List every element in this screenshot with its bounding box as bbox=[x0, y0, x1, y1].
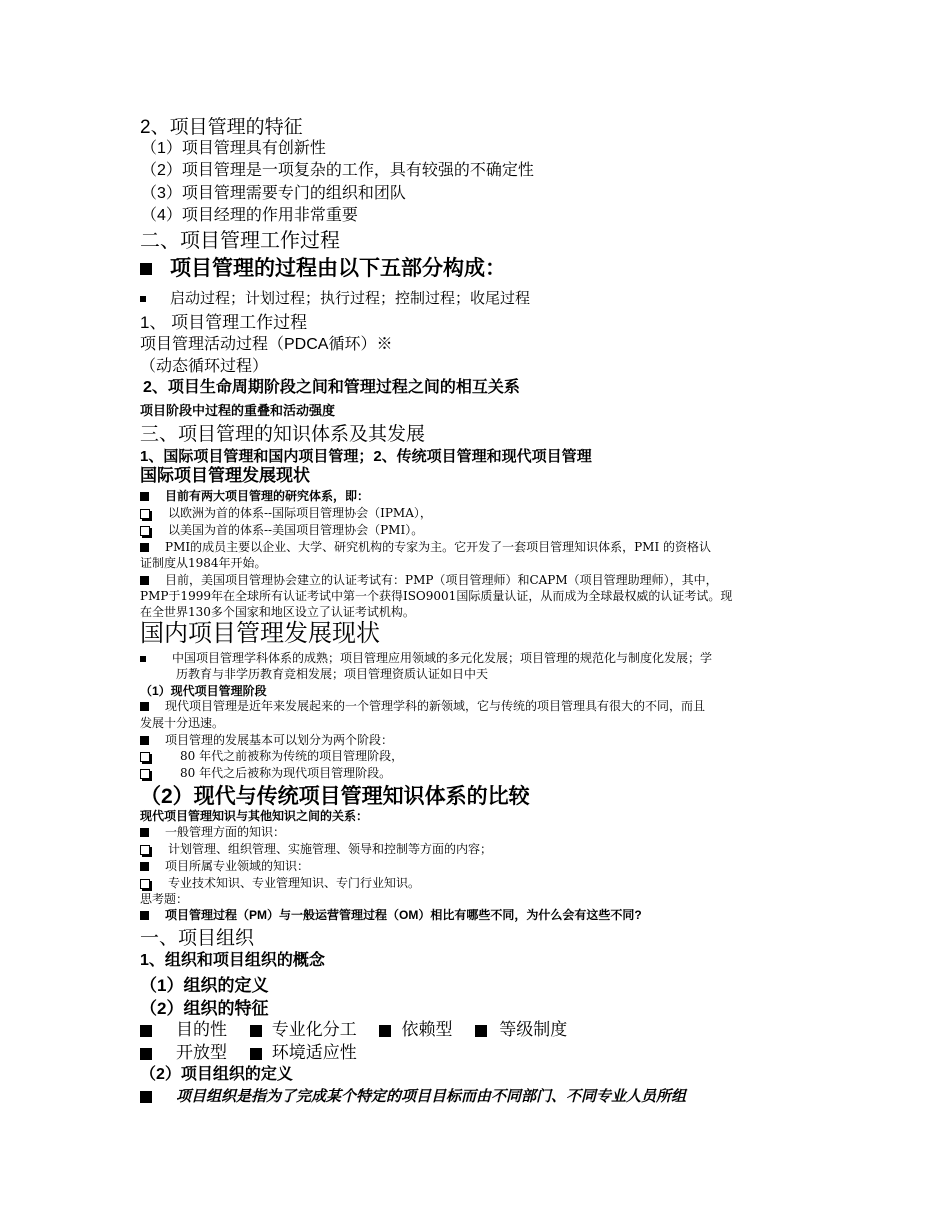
comparison-title: （2）现代与传统项目管理知识体系的比较 bbox=[140, 785, 530, 808]
square-bullet-icon bbox=[140, 736, 149, 745]
process-lead bbox=[140, 258, 506, 279]
org-definition-title: （1）组织的定义 bbox=[140, 976, 269, 995]
intl-paragraph-2-cont: PMP于1999年在全球所有认证考试中第一个获得ISO9001国际质量认证，从而成为全球最权威的认证考试。现 bbox=[140, 589, 733, 603]
think-label: 思考题： bbox=[140, 892, 189, 906]
square-bullet-icon bbox=[475, 1025, 487, 1037]
intl-lead bbox=[140, 490, 369, 502]
org-concept-title: 1、组织和项目组织的概念 bbox=[140, 952, 325, 969]
comparison-group bbox=[140, 860, 309, 872]
square-bullet-icon bbox=[140, 828, 149, 837]
intl-paragraph-2-cont: 在全世界130多个国家和地区设立了认证考试机构。 bbox=[140, 605, 415, 619]
comparison-detail bbox=[140, 877, 420, 889]
checkbox-bullet-icon bbox=[140, 879, 150, 889]
think-question bbox=[140, 909, 642, 921]
process-lead-text: 项目管理的过程由以下五部分构成： bbox=[170, 257, 506, 280]
comparison-detail-text: 专业技术知识、专业管理知识、专门行业知识。 bbox=[168, 876, 421, 890]
square-bullet-icon bbox=[140, 296, 146, 302]
process-1-title: 1、 项目管理工作过程 bbox=[140, 313, 308, 332]
process-list bbox=[140, 291, 530, 306]
square-bullet-icon bbox=[140, 543, 149, 552]
stage-item-text: 80 年代之后被称为现代项目管理阶段。 bbox=[180, 766, 392, 780]
modern-stage-title: （1）现代项目管理阶段 bbox=[140, 684, 267, 698]
section-title-features: 2、项目管理的特征 bbox=[140, 117, 303, 138]
stage-item-text: 80 年代之前被称为传统的项目管理阶段， bbox=[180, 749, 404, 763]
intl-paragraph-2 bbox=[140, 574, 718, 586]
intl-bullet bbox=[140, 507, 432, 519]
domestic-title: 国内项目管理发展现状 bbox=[140, 620, 380, 647]
modern-stage-paragraph bbox=[140, 700, 705, 712]
comparison-detail bbox=[140, 843, 492, 855]
modern-stage-text: 现代项目管理是近年来发展起来的一个管理学科的新领域，它与传统的项目管理具有很大的不同，而且 bbox=[165, 699, 706, 713]
square-bullet-icon bbox=[140, 492, 149, 501]
dynamic-note: （动态循环过程） bbox=[140, 358, 269, 375]
feature-label: 等级制度 bbox=[499, 1020, 568, 1039]
domestic-paragraph-text: 中国项目管理学科体系的成熟；项目管理应用领域的多元化发展；项目管理的规范化与制度化发展；学 bbox=[172, 651, 713, 665]
process-2-title: 2、项目生命周期阶段之间和管理过程之间的相互关系 bbox=[143, 379, 520, 396]
square-bullet-icon bbox=[140, 263, 152, 275]
heading-org: 一、项目组织 bbox=[140, 928, 255, 949]
square-bullet-icon bbox=[140, 1091, 152, 1103]
square-bullet-icon bbox=[250, 1025, 262, 1037]
knowledge-subtitle: 1、国际项目管理和国内项目管理；2、传统项目管理和现代项目管理 bbox=[140, 448, 592, 465]
comparison-group-text: 一般管理方面的知识： bbox=[165, 825, 286, 839]
heading-knowledge: 三、项目管理的知识体系及其发展 bbox=[140, 424, 426, 445]
comparison-group-text: 项目所属专业领域的知识： bbox=[165, 859, 310, 873]
intl-paragraph-text: 目前，美国项目管理协会建立的认证考试有：PMP（项目管理师）和CAPM（项目管理助理师），其中， bbox=[165, 573, 718, 587]
checkbox-bullet-icon bbox=[140, 769, 150, 779]
intl-paragraph-1 bbox=[140, 541, 711, 553]
org-features-row bbox=[140, 1021, 567, 1038]
project-org-def-title: （2）项目组织的定义 bbox=[140, 1066, 293, 1083]
org-features-row bbox=[140, 1044, 357, 1061]
checkbox-bullet-icon bbox=[140, 526, 150, 536]
square-bullet-icon bbox=[140, 702, 149, 711]
checkbox-bullet-icon bbox=[140, 509, 150, 519]
square-bullet-icon bbox=[140, 576, 149, 585]
comparison-detail-text: 计划管理、组织管理、实施管理、领导和控制等方面的内容； bbox=[168, 842, 493, 856]
intl-bullet-text: 以欧洲为首的体系--国际项目管理协会（IPMA）， bbox=[168, 506, 432, 520]
domestic-paragraph bbox=[140, 652, 712, 664]
stage-lead-text: 项目管理的发展基本可以划分为两个阶段： bbox=[165, 733, 394, 747]
intl-bullet bbox=[140, 524, 423, 536]
square-bullet-icon bbox=[140, 656, 146, 662]
comparison-group bbox=[140, 826, 285, 838]
org-features-title: （2）组织的特征 bbox=[140, 999, 269, 1018]
intl-bullet-text: 以美国为首的体系--美国项目管理协会（PMI）。 bbox=[168, 523, 424, 537]
square-bullet-icon bbox=[379, 1025, 391, 1037]
intl-paragraph-text: PMI的成员主要以企业、大学、研究机构的专家为主。它开发了一套项目管理知识体系，PMI 的资格认 bbox=[165, 540, 712, 554]
project-org-def bbox=[140, 1089, 686, 1104]
checkbox-bullet-icon bbox=[140, 845, 150, 855]
project-org-def-text: 项目组织是指为了完成某个特定的项目目标而由不同部门、不同专业人员所组 bbox=[176, 1088, 687, 1105]
heading-process: 二、项目管理工作过程 bbox=[140, 230, 340, 252]
square-bullet-icon bbox=[140, 911, 149, 920]
think-question-text: 项目管理过程（PM）与一般运营管理过程（OM）相比有哪些不同，为什么会有这些不同? bbox=[165, 908, 642, 922]
modern-stage-paragraph-cont: 发展十分迅速。 bbox=[140, 716, 225, 730]
feature-label: 专业化分工 bbox=[271, 1020, 357, 1039]
intl-paragraph-1-cont: 证制度从1984年开始。 bbox=[140, 556, 267, 570]
domestic-paragraph-cont: 历教育与非学历教育竞相发展；项目管理资质认证如日中天 bbox=[176, 667, 489, 681]
feature-label: 依赖型 bbox=[401, 1020, 453, 1039]
feature-label: 开放型 bbox=[176, 1043, 227, 1062]
intl-title: 国际项目管理发展现状 bbox=[140, 466, 310, 485]
square-bullet-icon bbox=[250, 1048, 262, 1060]
feature-item: （4）项目经理的作用非常重要 bbox=[141, 207, 358, 224]
process-list-text: 启动过程；计划过程；执行过程；控制过程；收尾过程 bbox=[170, 290, 531, 307]
stage-item bbox=[140, 767, 391, 779]
feature-label: 目的性 bbox=[176, 1020, 227, 1039]
square-bullet-icon bbox=[140, 1048, 152, 1060]
stage-item bbox=[140, 750, 403, 762]
feature-item: （3）项目管理需要专门的组织和团队 bbox=[141, 185, 406, 202]
stage-lead bbox=[140, 734, 393, 746]
square-bullet-icon bbox=[140, 1025, 152, 1037]
comparison-lead: 现代项目管理知识与其他知识之间的关系： bbox=[140, 809, 369, 823]
feature-label: 环境适应性 bbox=[271, 1043, 357, 1062]
feature-item: （1）项目管理具有创新性 bbox=[141, 140, 326, 157]
intl-lead-text: 目前有两大项目管理的研究体系，即： bbox=[165, 489, 370, 503]
pdca-title: 项目管理活动过程（PDCA循环）※ bbox=[140, 336, 393, 353]
checkbox-bullet-icon bbox=[140, 752, 150, 762]
feature-item: （2）项目管理是一项复杂的工作，具有较强的不确定性 bbox=[141, 162, 534, 179]
overlap-note: 项目阶段中过程的重叠和活动强度 bbox=[140, 403, 336, 418]
square-bullet-icon bbox=[140, 862, 149, 871]
